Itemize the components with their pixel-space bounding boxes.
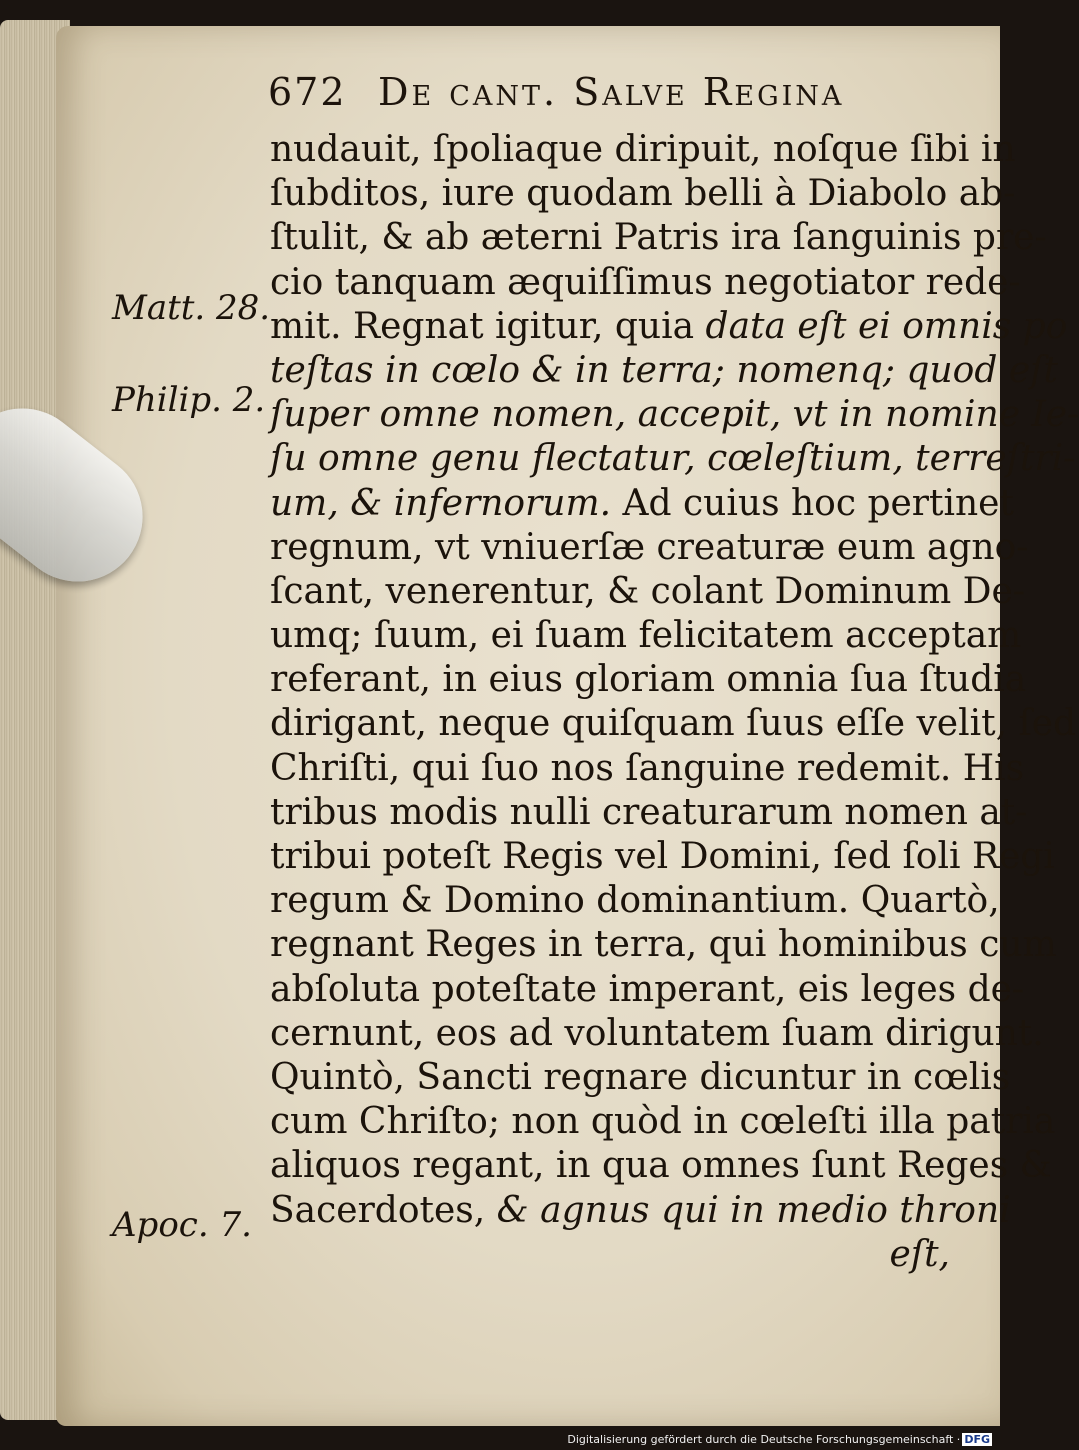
text-line: tribus modis nulli creaturarum nomen at-	[270, 791, 1028, 833]
text-segment: Ad cuius hoc pertinet	[622, 482, 1014, 524]
text-line: regnant Reges in terra, qui hominibus cum	[270, 924, 1057, 966]
text-line: cernunt, eos ad voluntatem ſuam dirigunt.	[270, 1012, 1044, 1054]
text-line: ſtulit, & ab æterni Patris ira ſanguinis pre-	[270, 217, 1047, 259]
text-line: Quintò, Sancti regnare dicuntur in cœlis	[270, 1056, 1011, 1098]
italic-quotation: data eſt ei omnis po	[705, 305, 1068, 347]
text-line: nudauit, ſpoliaque diripuit, noſque ſibi in	[270, 129, 1016, 170]
marginal-reference-matthew: Matt. 28.	[112, 288, 271, 328]
text-line: aliquos regant, in qua omnes ſunt Reges &	[270, 1145, 1052, 1187]
marginal-reference-philippians: Philip. 2.	[112, 380, 266, 420]
page-header	[268, 70, 908, 120]
text-line: regnum, vt vniuerſæ creaturæ eum agno-	[270, 526, 1029, 568]
dfg-logo: DFG	[964, 1433, 990, 1446]
text-line: dirigant, neque quiſquam ſuus eſſe velit, ſed	[270, 703, 1077, 745]
text-line: cio tanquam æquiſſimus negotiator rede-	[270, 261, 1021, 303]
text-line	[270, 305, 1068, 349]
text-line: ſu omne genu flectatur, cœleſtium, terreſtri-	[270, 438, 1076, 480]
text-line: umq; ſuum, ei ſuam felicitatem acceptam	[270, 615, 1022, 657]
text-line: ſuper omne nomen, accepit, vt in nomine Ie-	[270, 394, 1079, 436]
text-segment: mit. Regnat igitur, quia	[270, 305, 695, 347]
body-text	[270, 128, 1079, 1277]
marginal-reference-apocalypse: Apoc. 7.	[112, 1205, 252, 1245]
text-line: ſcant, venerentur, & colant Dominum De-	[270, 570, 1025, 612]
catchword: eſt,	[889, 1233, 950, 1275]
text-line	[270, 1189, 1011, 1233]
digitization-credit	[567, 1433, 992, 1446]
text-line: teſtas in cœlo & in terra; nomenq; quod eſt	[270, 349, 1058, 391]
text-line: referant, in eius gloriam omnia ſua ſtudia	[270, 659, 1027, 701]
text-line: Chriſti, qui ſuo nos ſanguine redemit. His	[270, 747, 1025, 789]
italic-quotation: & agnus qui in medio throni	[496, 1189, 1011, 1231]
text-line: tribui poteſt Regis vel Domini, ſed ſoli Regi	[270, 836, 1055, 877]
page-number: 672	[268, 70, 347, 114]
text-line: regum & Domino dominantium. Quartò,	[270, 880, 1000, 922]
text-line: abſoluta poteſtate imperant, eis leges de-	[270, 968, 1025, 1010]
text-line: ſubditos, iure quodam belli à Diabolo ab-	[270, 173, 1016, 215]
running-head: De cant. Salve Regina	[378, 70, 845, 114]
text-segment: Sacerdotes,	[270, 1189, 486, 1231]
text-line: cum Chriſto; non quòd in cœleſti illa patria	[270, 1101, 1056, 1143]
credit-text: Digitalisierung gefördert durch die Deutsche Forschungsgemeinschaft ·	[567, 1433, 961, 1446]
italic-quotation: um, & infernorum.	[270, 482, 612, 524]
text-line	[270, 482, 1014, 526]
